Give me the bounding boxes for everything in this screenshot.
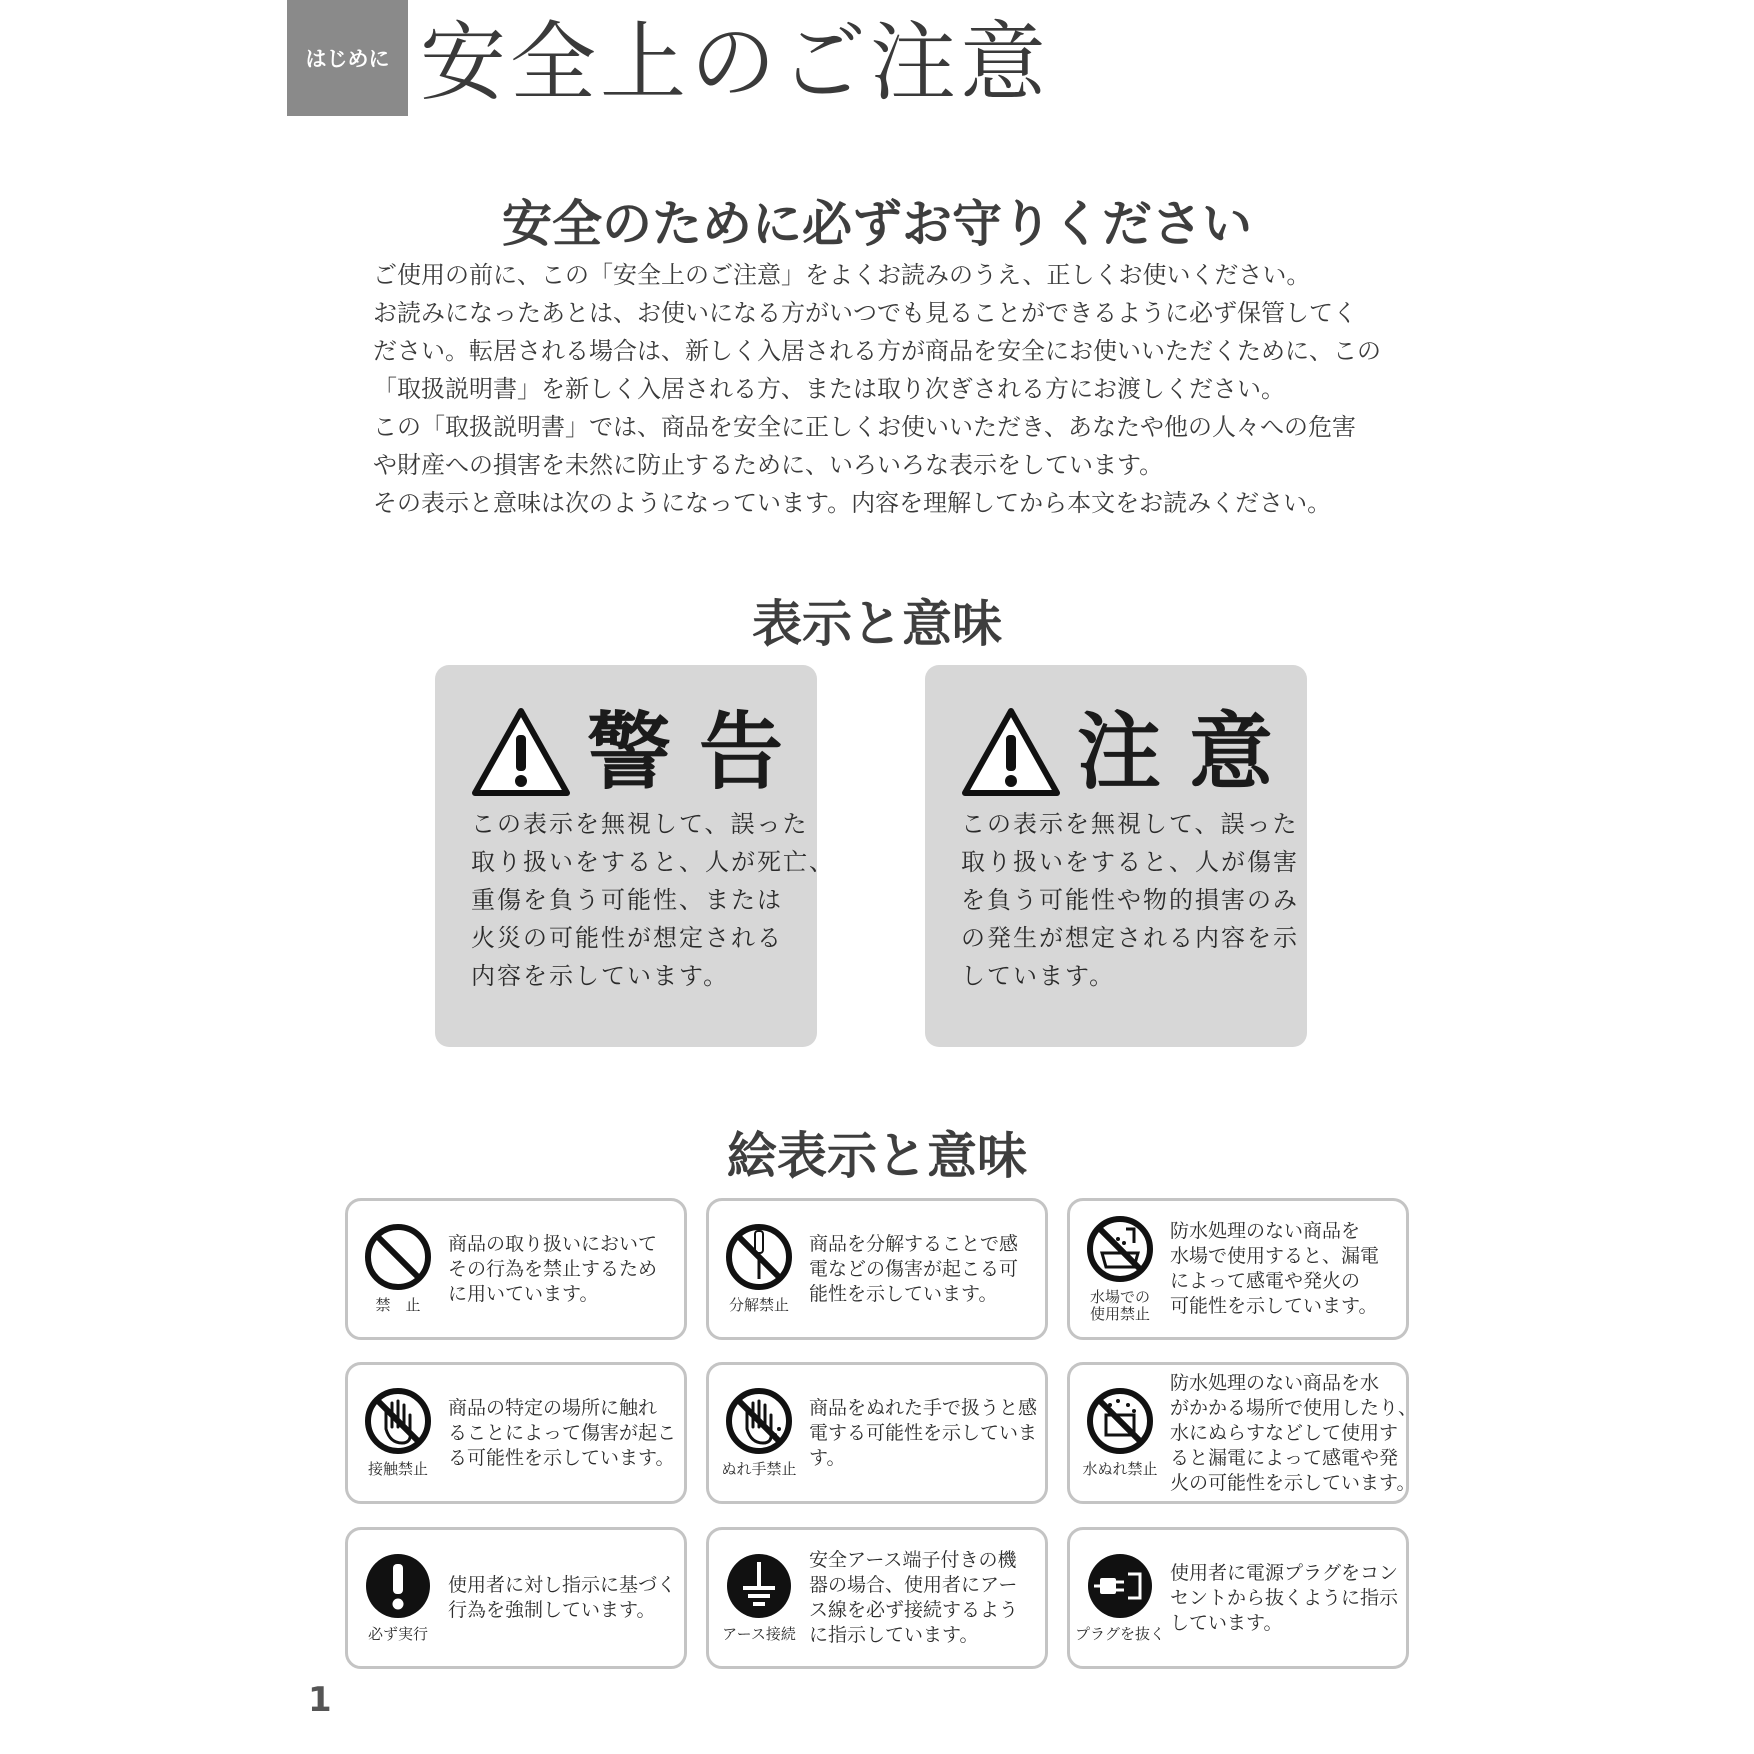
warning-line: 重傷を負う可能性、または [471,886,783,914]
description-line: 使用者に電源プラグをコン [1170,1561,1399,1584]
pictogram-description [1170,1201,1406,1337]
caption-line: ぬれ手禁止 [721,1460,797,1478]
description-line: 電する可能性を示していま [809,1421,1038,1444]
caption-line: 分解禁止 [728,1296,789,1314]
description-line: ス線を必ず接続するよう [809,1599,1019,1621]
description-line: 電などの傷害が起こる可 [809,1257,1019,1280]
warning-line: この表示を無視して、誤った [471,810,809,838]
description-line: す。 [809,1446,846,1469]
description-line: 商品をぬれた手で扱うと感 [809,1396,1038,1419]
warning-line: 取り扱いをすると、人が死亡、 [471,848,835,876]
mandatory-action-icon [362,1550,434,1622]
intro-line: ださい。転居される場合は、新しく入居される方が商品を安全にお使いいただくために、この [373,337,1381,365]
no-wetting-icon [1084,1385,1156,1457]
description-line: しています。 [1170,1611,1283,1634]
pictogram-card-no-touch [345,1362,687,1504]
pictogram-caption [1070,1461,1170,1478]
description-line: ることによって傷害が起こ [448,1421,677,1444]
pictogram-caption [709,1297,809,1314]
warning-triangle-icon [471,707,571,797]
prohibition-icon [362,1221,434,1293]
caption-line: 接触禁止 [367,1460,428,1478]
pictogram-caption [348,1297,448,1314]
warning-box [435,665,835,1047]
description-line: 可能性を示しています。 [1170,1295,1378,1317]
description-line: 能性を示しています。 [809,1282,998,1305]
no-water-use-icon [1084,1213,1156,1285]
warning-header [471,703,812,801]
intro-line: ご使用の前に、この「安全上のご注意」をよくお読みのうえ、正しくお使いください。 [373,261,1311,289]
description-line: がかかる場所で使用したり、 [1170,1396,1418,1419]
pictogram-caption [348,1461,448,1478]
description-line: 防水処理のない商品を水 [1170,1371,1380,1394]
caution-line: しています。 [961,962,1116,990]
pictogram-card-mandatory [345,1527,687,1669]
caption-line: 禁 止 [375,1296,421,1314]
description-line: 商品の取り扱いにおいて [448,1232,658,1255]
description-line: 使用者に対し指示に基づく [448,1574,677,1596]
pictogram-card-ground [706,1527,1048,1669]
pictogram-card-prohibition [345,1198,687,1340]
warning-line: 内容を示しています。 [471,962,730,990]
pictogram-card-no-disassembly [706,1198,1048,1340]
pictogram-caption [348,1626,448,1643]
pictogram-description [809,1530,1045,1666]
pictogram-description [809,1365,1045,1501]
description-line: 安全アース端子付きの機 [809,1549,1017,1571]
intro-line: この「取扱説明書」では、商品を安全に正しくお使いいただき、あなたや他の人々への危害 [373,413,1357,441]
pictogram-description [1170,1530,1406,1666]
section-heading-pictograms: 絵表示と意味 [727,1127,1027,1185]
pictogram-description [448,1530,684,1666]
pictogram-card-no-wetting [1067,1362,1418,1504]
description-line: る可能性を示しています。 [448,1446,675,1469]
pictogram-description [448,1201,684,1337]
unplug-icon [1084,1550,1156,1622]
caution-header [961,703,1302,801]
pictogram-card-unplug [1067,1527,1409,1669]
no-wet-hands-icon [723,1385,795,1457]
pictogram-description [809,1201,1045,1337]
description-line: 水にぬらすなどして使用す [1170,1421,1399,1444]
description-line: 商品の特定の場所に触れ [448,1396,658,1419]
section-heading-signals: 表示と意味 [752,595,1002,653]
pictogram-caption [1070,1289,1170,1323]
description-line: に指示しています。 [809,1624,979,1646]
caption-line: プラグを抜く [1074,1625,1165,1643]
section-heading-safety: 安全のために必ずお守りください [502,195,1252,253]
ground-connection-icon [723,1550,795,1622]
pictogram-description [448,1365,684,1501]
pictogram-card-no-wet-hands [706,1362,1048,1504]
description-line: 器の場合、使用者にアー [809,1574,1018,1596]
warning-label: 警告 [587,703,812,801]
page-title: 安全上のご注意 [420,13,1050,113]
description-line: に用いています。 [448,1282,599,1305]
caution-label: 注意 [1077,703,1302,801]
caution-line: この表示を無視して、誤った [961,810,1299,838]
pictogram-caption [709,1461,809,1478]
description-line: 水場で使用すると、漏電 [1170,1245,1380,1267]
caution-line: の発生が想定される内容を示 [961,924,1299,952]
pictogram-card-no-water-use [1067,1198,1409,1340]
warning-description [471,805,835,995]
intro-line: 「取扱説明書」を新しく入居される方、または取り次ぎされる方にお渡しください。 [373,375,1285,403]
description-line: によって感電や発火の [1170,1270,1361,1292]
intro-text [373,256,1413,522]
intro-line: お読みになったあとは、お使いになる方がいつでも見ることができるように必ず保管してく [373,299,1357,327]
caption-line: 水ぬれ禁止 [1082,1460,1158,1478]
chapter-tag: はじめに [287,0,408,116]
page-number: 1 [308,1680,332,1720]
pictogram-caption [1070,1626,1170,1643]
caption-line: 必ず実行 [367,1625,428,1643]
warning-line: 火災の可能性が想定される [471,924,783,952]
description-line: その行為を禁止するため [448,1257,658,1280]
description-line: 行為を強制しています。 [448,1599,656,1621]
caution-description [961,805,1299,995]
description-line: セントから抜くように指示 [1170,1586,1399,1609]
no-touch-icon [362,1385,434,1457]
pictogram-caption [709,1626,809,1643]
intro-line: や財産への損害を未然に防止するために、いろいろな表示をしています。 [373,451,1164,479]
no-disassembly-icon [723,1221,795,1293]
pictogram-description [1170,1365,1418,1501]
caption-line: 使用禁止 [1089,1305,1150,1323]
intro-line: その表示と意味は次のようになっています。内容を理解してから本文をお読みください。 [373,489,1332,517]
caution-line: 取り扱いをすると、人が傷害 [961,848,1299,876]
description-line: 防水処理のない商品を [1170,1220,1361,1242]
caption-line: アース接続 [722,1625,796,1643]
warning-triangle-icon [961,707,1061,797]
description-line: ると漏電によって感電や発 [1170,1446,1399,1469]
description-line: 火の可能性を示しています。 [1170,1471,1416,1494]
description-line: 商品を分解することで感 [809,1232,1019,1255]
caption-line: 水場での [1089,1288,1150,1306]
caution-box [925,665,1307,1047]
caution-line: を負う可能性や物的損害のみ [961,886,1299,914]
